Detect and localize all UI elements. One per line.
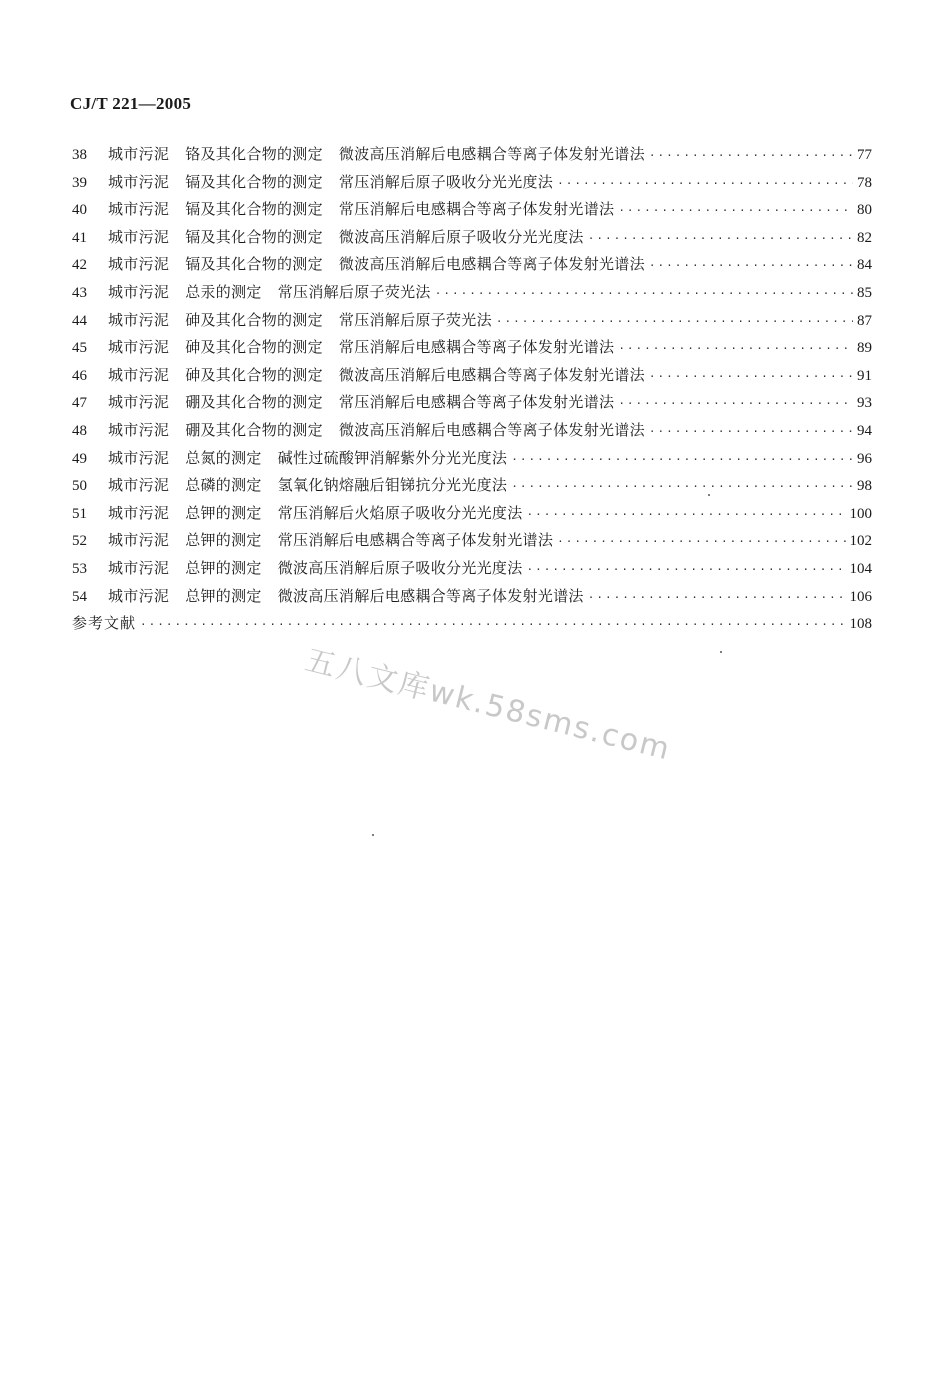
entry-title [108,502,523,523]
entry-item: 总汞的测定 [185,282,262,301]
entry-item: 总钾的测定 [185,586,262,605]
scan-speck [708,494,710,496]
dot-leader [140,618,845,631]
toc-entry[interactable] [72,281,872,309]
entry-title [108,198,614,219]
entry-item: 总钾的测定 [185,531,262,550]
entry-method: 常压消解后原子荧光法 [277,282,431,301]
entry-page-number: 80 [857,202,872,219]
entry-page-number: 94 [857,422,872,439]
dot-leader [588,591,846,604]
references-label: 参考文献 [72,614,137,633]
entry-subject: 城市污泥 [108,282,170,301]
entry-number: 54 [72,588,87,605]
entry-method: 常压消解后原子荧光法 [338,310,492,329]
entry-page-number: 104 [849,560,872,577]
entry-method: 微波高压消解后电感耦合等离子体发射光谱法 [338,255,645,274]
dot-leader [649,259,853,272]
entry-title [108,336,614,357]
entry-subject: 城市污泥 [108,448,170,467]
toc-entry[interactable] [72,474,872,502]
entry-subject: 城市污泥 [108,586,170,605]
dot-leader [618,342,853,355]
entry-title [108,281,431,302]
entry-title [108,391,614,412]
dot-leader [618,397,853,410]
entry-method: 常压消解后原子吸收分光光度法 [338,172,554,191]
entry-subject: 城市污泥 [108,365,170,384]
entry-subject: 城市污泥 [108,145,170,163]
entry-method: 常压消解后电感耦合等离子体发射光谱法 [338,393,615,412]
entry-method: 微波高压消解后电感耦合等离子体发射光谱法 [277,586,584,605]
entry-subject: 城市污泥 [108,338,170,357]
entry-subject: 城市污泥 [108,393,170,412]
entry-number: 41 [72,229,87,246]
entry-title [108,364,645,385]
scan-speck [720,651,722,653]
dot-leader [496,315,853,328]
entry-title [108,585,584,606]
entry-item: 总钾的测定 [185,503,262,522]
dot-leader [557,177,853,190]
dot-leader [649,425,853,438]
entry-number: 50 [72,478,87,495]
entry-page-number: 77 [857,147,872,163]
entry-subject: 城市污泥 [108,476,170,495]
entry-number: 39 [72,174,87,191]
entry-page-number: 82 [857,229,872,246]
dot-leader [588,232,853,245]
entry-title [108,447,507,468]
entry-method: 碱性过硫酸钾消解紫外分光光度法 [277,448,508,467]
toc-entry[interactable] [72,502,872,530]
entry-number: 48 [72,422,87,439]
toc-entry[interactable] [72,419,872,447]
entry-title [108,226,584,247]
entry-page-number: 91 [857,367,872,384]
entry-number: 52 [72,533,87,550]
toc-entry[interactable] [72,198,872,226]
entry-item: 镉及其化合物的测定 [185,200,323,219]
entry-page-number: 78 [857,174,872,191]
entry-number: 44 [72,312,87,329]
entry-method: 常压消解后电感耦合等离子体发射光谱法 [277,531,554,550]
entry-number: 38 [72,147,87,163]
entry-title [108,474,507,495]
entry-page-number: 100 [849,505,872,522]
entry-method: 微波高压消解后电感耦合等离子体发射光谱法 [338,420,645,439]
entry-page-number: 84 [857,257,872,274]
entry-page-number: 93 [857,395,872,412]
entry-method: 常压消解后电感耦合等离子体发射光谱法 [338,200,615,219]
toc-entry[interactable] [72,557,872,585]
entry-number: 42 [72,257,87,274]
entry-method: 常压消解后火焰原子吸收分光光度法 [277,503,523,522]
entry-page-number: 85 [857,284,872,301]
references-page-number: 108 [849,616,872,633]
toc-entry[interactable] [72,364,872,392]
entry-method: 微波高压消解后电感耦合等离子体发射光谱法 [338,365,645,384]
entry-page-number: 106 [849,588,872,605]
entry-page-number: 96 [857,450,872,467]
dot-leader [618,204,853,217]
entry-subject: 城市污泥 [108,420,170,439]
entry-number: 51 [72,505,87,522]
entry-title [108,529,553,550]
toc-entry[interactable] [72,143,872,171]
entry-subject: 城市污泥 [108,531,170,550]
entry-subject: 城市污泥 [108,200,170,219]
toc-entry[interactable] [72,391,872,419]
entry-number: 49 [72,450,87,467]
entry-method: 微波高压消解后原子吸收分光光度法 [338,227,584,246]
dot-leader [649,370,853,383]
entry-title [108,557,523,578]
dot-leader [435,287,853,300]
entry-subject: 城市污泥 [108,310,170,329]
dot-leader [511,453,853,466]
toc-entry[interactable] [72,253,872,281]
entry-page-number: 102 [849,533,872,550]
toc-entry[interactable] [72,226,872,254]
dot-leader [511,480,853,493]
entry-item: 镉及其化合物的测定 [185,172,323,191]
toc-entry[interactable] [72,585,872,613]
toc-entry[interactable] [72,336,872,364]
entry-item: 总磷的测定 [185,476,262,495]
entry-item: 总钾的测定 [185,558,262,577]
table-of-contents [72,143,872,640]
entry-number: 46 [72,367,87,384]
toc-entry[interactable] [72,529,872,557]
entry-subject: 城市污泥 [108,255,170,274]
entry-title [108,309,492,330]
toc-entry[interactable] [72,171,872,199]
entry-number: 43 [72,284,87,301]
entry-subject: 城市污泥 [108,227,170,246]
entry-item: 镉及其化合物的测定 [185,255,323,274]
entry-subject: 城市污泥 [108,503,170,522]
entry-method: 氢氧化钠熔融后钼锑抗分光光度法 [277,476,508,495]
standard-code: CJ/T 221—2005 [70,94,192,113]
entry-number: 40 [72,202,87,219]
scan-speck [372,834,374,836]
entry-number: 45 [72,340,87,357]
entry-item: 砷及其化合物的测定 [185,365,323,384]
entry-title [108,171,553,192]
dot-leader [527,508,846,521]
entry-method: 微波高压消解后原子吸收分光光度法 [277,558,523,577]
entry-number: 53 [72,560,87,577]
dot-leader [649,149,853,162]
entry-page-number: 89 [857,340,872,357]
entry-page-number: 87 [857,312,872,329]
entry-subject: 城市污泥 [108,172,170,191]
toc-entry-references[interactable] [72,612,872,640]
entry-method: 常压消解后电感耦合等离子体发射光谱法 [338,338,615,357]
entry-item: 硼及其化合物的测定 [185,393,323,412]
dot-leader [557,535,845,548]
entry-subject: 城市污泥 [108,558,170,577]
entry-item: 铬及其化合物的测定 [185,145,323,163]
entry-item: 砷及其化合物的测定 [185,310,323,329]
entry-item: 镉及其化合物的测定 [185,227,323,246]
entry-item: 总氮的测定 [185,448,262,467]
entry-method: 微波高压消解后电感耦合等离子体发射光谱法 [338,145,645,163]
watermark: 五八文库wk.58sms.com [301,642,675,768]
entry-title [108,143,645,164]
entry-item: 硼及其化合物的测定 [185,420,323,439]
entry-title [108,253,645,274]
toc-entry[interactable] [72,309,872,337]
toc-entry[interactable] [72,447,872,475]
entry-title [108,419,645,440]
entry-item: 砷及其化合物的测定 [185,338,323,357]
dot-leader [527,563,846,576]
entry-number: 47 [72,395,87,412]
entry-page-number: 98 [857,478,872,495]
